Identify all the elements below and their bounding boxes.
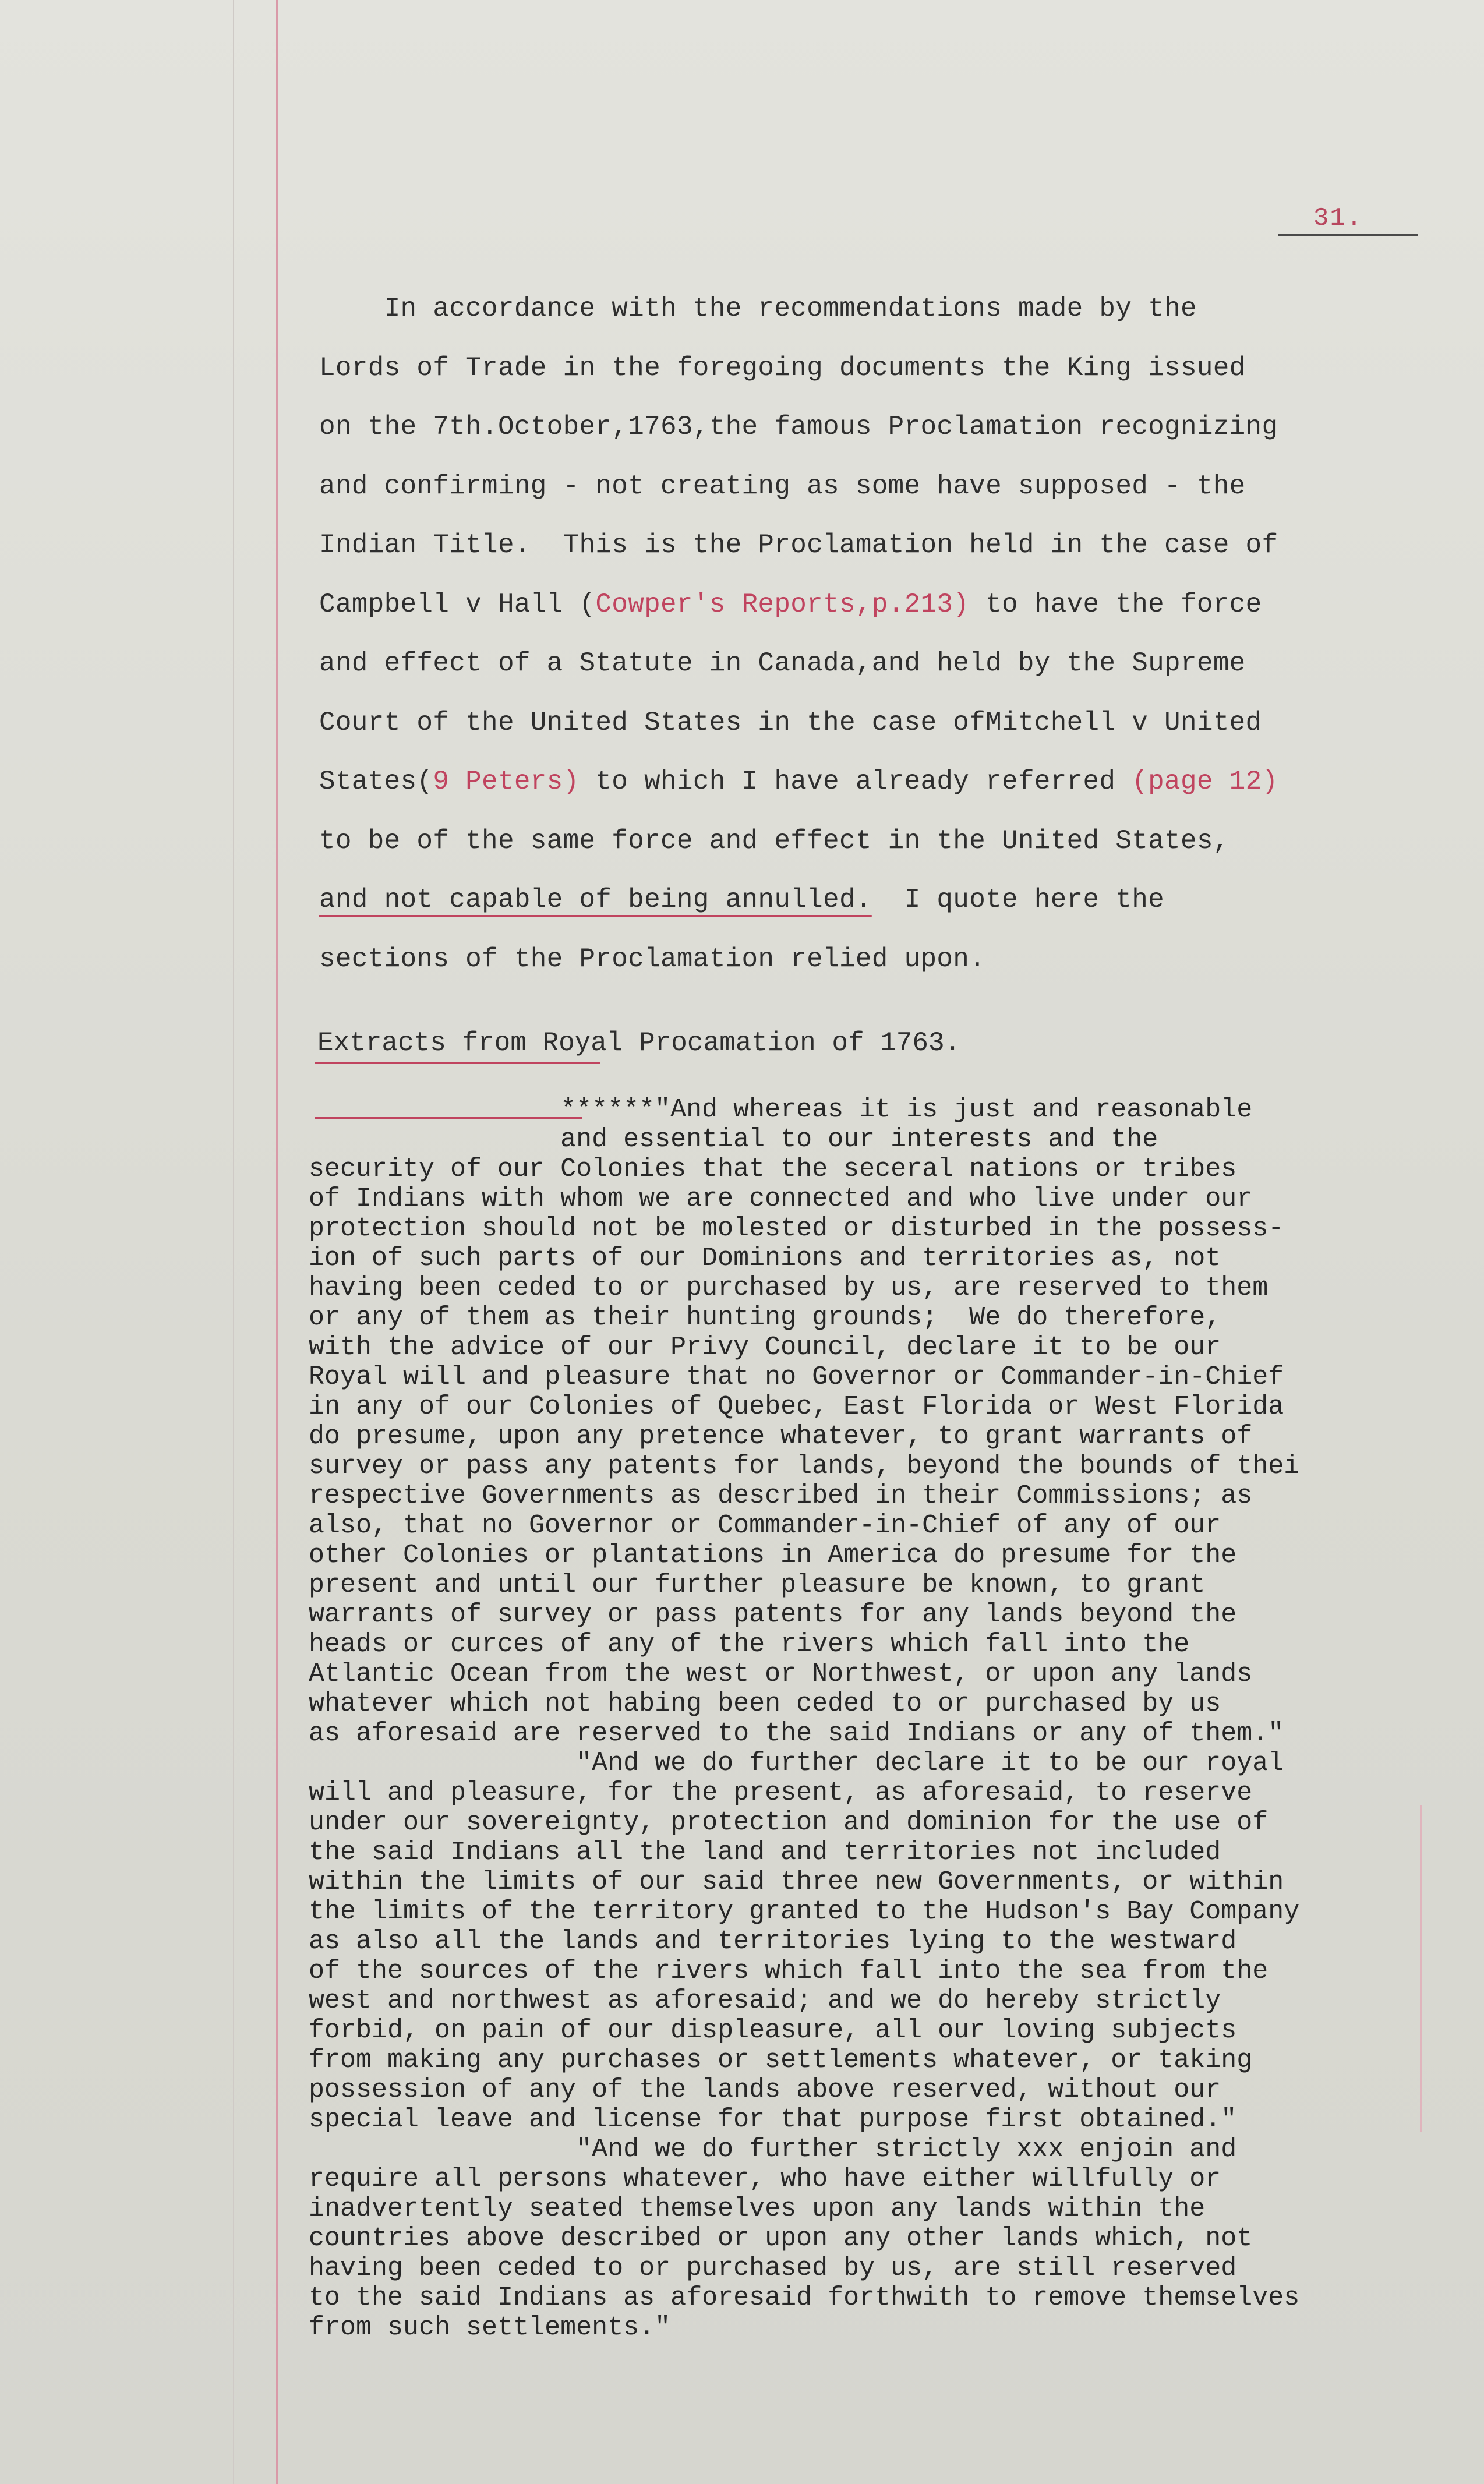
quote-line: warrants of survey or pass patents for any lands beyond the	[309, 1600, 1237, 1630]
quote-line: also, that no Governor or Commander-in-Chief of any of our	[309, 1511, 1221, 1540]
body-line: sections of the Proclamation relied upon.	[319, 944, 986, 974]
left-edge-line	[233, 0, 234, 2484]
quote-line: heads or curces of any of the rivers which fall into the	[309, 1630, 1190, 1659]
quote-line: other Colonies or plantations in America do presume for the	[309, 1540, 1237, 1570]
page-number: 31.	[1313, 204, 1363, 233]
margin-rule	[276, 0, 278, 2484]
quote-line: countries above described or upon any other lands which, not	[309, 2224, 1253, 2253]
quote-line: will and pleasure, for the present, as aforesaid, to reserve	[309, 1778, 1253, 1808]
quote-line: as aforesaid are reserved to the said Indians or any of them."	[309, 1719, 1284, 1748]
quote-line: "And we do further strictly xxx enjoin and	[309, 2135, 1237, 2164]
quote-line: under our sovereignty, protection and dominion for the use of	[309, 1808, 1269, 1838]
quote-line: from making any purchases or settlements whatever, or taking	[309, 2045, 1253, 2075]
proclamation-quote	[309, 1095, 1462, 2342]
quote-line: of the sources of the rivers which fall into the sea from the	[309, 1956, 1269, 1986]
body-line: on the 7th.October,1763,the famous Proclamation recognizing	[319, 412, 1278, 442]
quote-line: whatever which not habing been ceded to or purchased by us	[309, 1689, 1221, 1719]
quote-line: west and northwest as aforesaid; and we do hereby strictly	[309, 1986, 1221, 2016]
quote-line: security of our Colonies that the seceral nations or tribes	[309, 1154, 1237, 1184]
quote-line: as also all the lands and territories lying to the westward	[309, 1927, 1237, 1956]
citation-reference: 9 Peters)	[433, 766, 580, 797]
quote-line: Royal will and pleasure that no Governor or Commander-in-Chief	[309, 1362, 1284, 1392]
quote-line: possession of any of the lands above reserved, without our	[309, 2075, 1221, 2105]
quote-line: the limits of the territory granted to the Hudson's Bay Company	[309, 1897, 1300, 1927]
quote-line: having been ceded to or purchased by us, are still reserved	[309, 2253, 1237, 2283]
quote-line: present and until our further pleasure be known, to grant	[309, 1570, 1206, 1600]
body-line: In accordance with the recommendations made by the	[319, 294, 1197, 324]
extracts-heading: Extracts from Royal Procamation of 1763.	[317, 1028, 961, 1058]
quote-line: the said Indians all the land and territories not included	[309, 1838, 1221, 1867]
body-line: and effect of a Statute in Canada,and held by the Supreme	[319, 648, 1246, 679]
body-line: Lords of Trade in the foregoing documents the King issued	[319, 352, 1246, 383]
body-line: Court of the United States in the case ofMitchell v United	[319, 707, 1262, 738]
page-number-underline	[1278, 234, 1418, 236]
quote-line: or any of them as their hunting grounds; We do therefore,	[309, 1303, 1221, 1333]
body-line: and confirming - not creating as some have supposed - the	[319, 471, 1246, 501]
quote-line: to the said Indians as aforesaid forthwith to remove themselves	[309, 2283, 1300, 2313]
quote-line: and essential to our interests and the	[309, 1125, 1158, 1154]
heading-underline	[315, 1062, 600, 1064]
quote-line: do presume, upon any pretence whatever, to grant warrants of	[309, 1422, 1253, 1451]
quote-line: of Indians with whom we are connected and who live under our	[309, 1184, 1253, 1214]
quote-line: require all persons whatever, who have either willfully or	[309, 2164, 1221, 2194]
underlined-phrase: and not capable of being annulled.	[319, 885, 872, 915]
quote-line: inadvertently seated themselves upon any lands within the	[309, 2194, 1206, 2224]
quote-line: "And we do further declare it to be our royal	[309, 1748, 1284, 1778]
quote-line: forbid, on pain of our displeasure, all our loving subjects	[309, 2016, 1237, 2045]
body-paragraph	[319, 280, 1426, 989]
quote-line: survey or pass any patents for lands, beyond the bounds of thei	[309, 1451, 1300, 1481]
body-line: Campbell v Hall (Cowper's Reports,p.213) to have the force	[319, 589, 1262, 620]
right-margin-mark	[1420, 1805, 1422, 2132]
citation-reference: (page 12)	[1132, 766, 1278, 797]
quote-line: with the advice of our Privy Council, declare it to be our	[309, 1333, 1221, 1362]
body-line: Indian Title. This is the Proclamation held in the case of	[319, 530, 1278, 560]
quote-line: ion of such parts of our Dominions and territories as, not	[309, 1243, 1221, 1273]
quote-line: from such settlements."	[309, 2313, 671, 2342]
quote-line: ******"And whereas it is just and reasonable	[309, 1095, 1253, 1125]
quote-line: within the limits of our said three new Governments, or within	[309, 1867, 1284, 1897]
body-line: and not capable of being annulled. I quote here the	[319, 885, 1165, 915]
quote-line: Atlantic Ocean from the west or Northwest, or upon any lands	[309, 1659, 1253, 1689]
body-line: States(9 Peters) to which I have already referred (page 12)	[319, 766, 1278, 797]
quote-line: having been ceded to or purchased by us, are reserved to them	[309, 1273, 1269, 1303]
citation-reference: Cowper's Reports,p.213)	[595, 589, 970, 620]
quote-line: protection should not be molested or disturbed in the possess-	[309, 1214, 1284, 1243]
body-line: to be of the same force and effect in the United States,	[319, 825, 1229, 856]
quote-line: respective Governments as described in their Commissions; as	[309, 1481, 1253, 1511]
quote-line: special leave and license for that purpose first obtained."	[309, 2105, 1237, 2135]
quote-line: in any of our Colonies of Quebec, East Florida or West Florida	[309, 1392, 1284, 1422]
